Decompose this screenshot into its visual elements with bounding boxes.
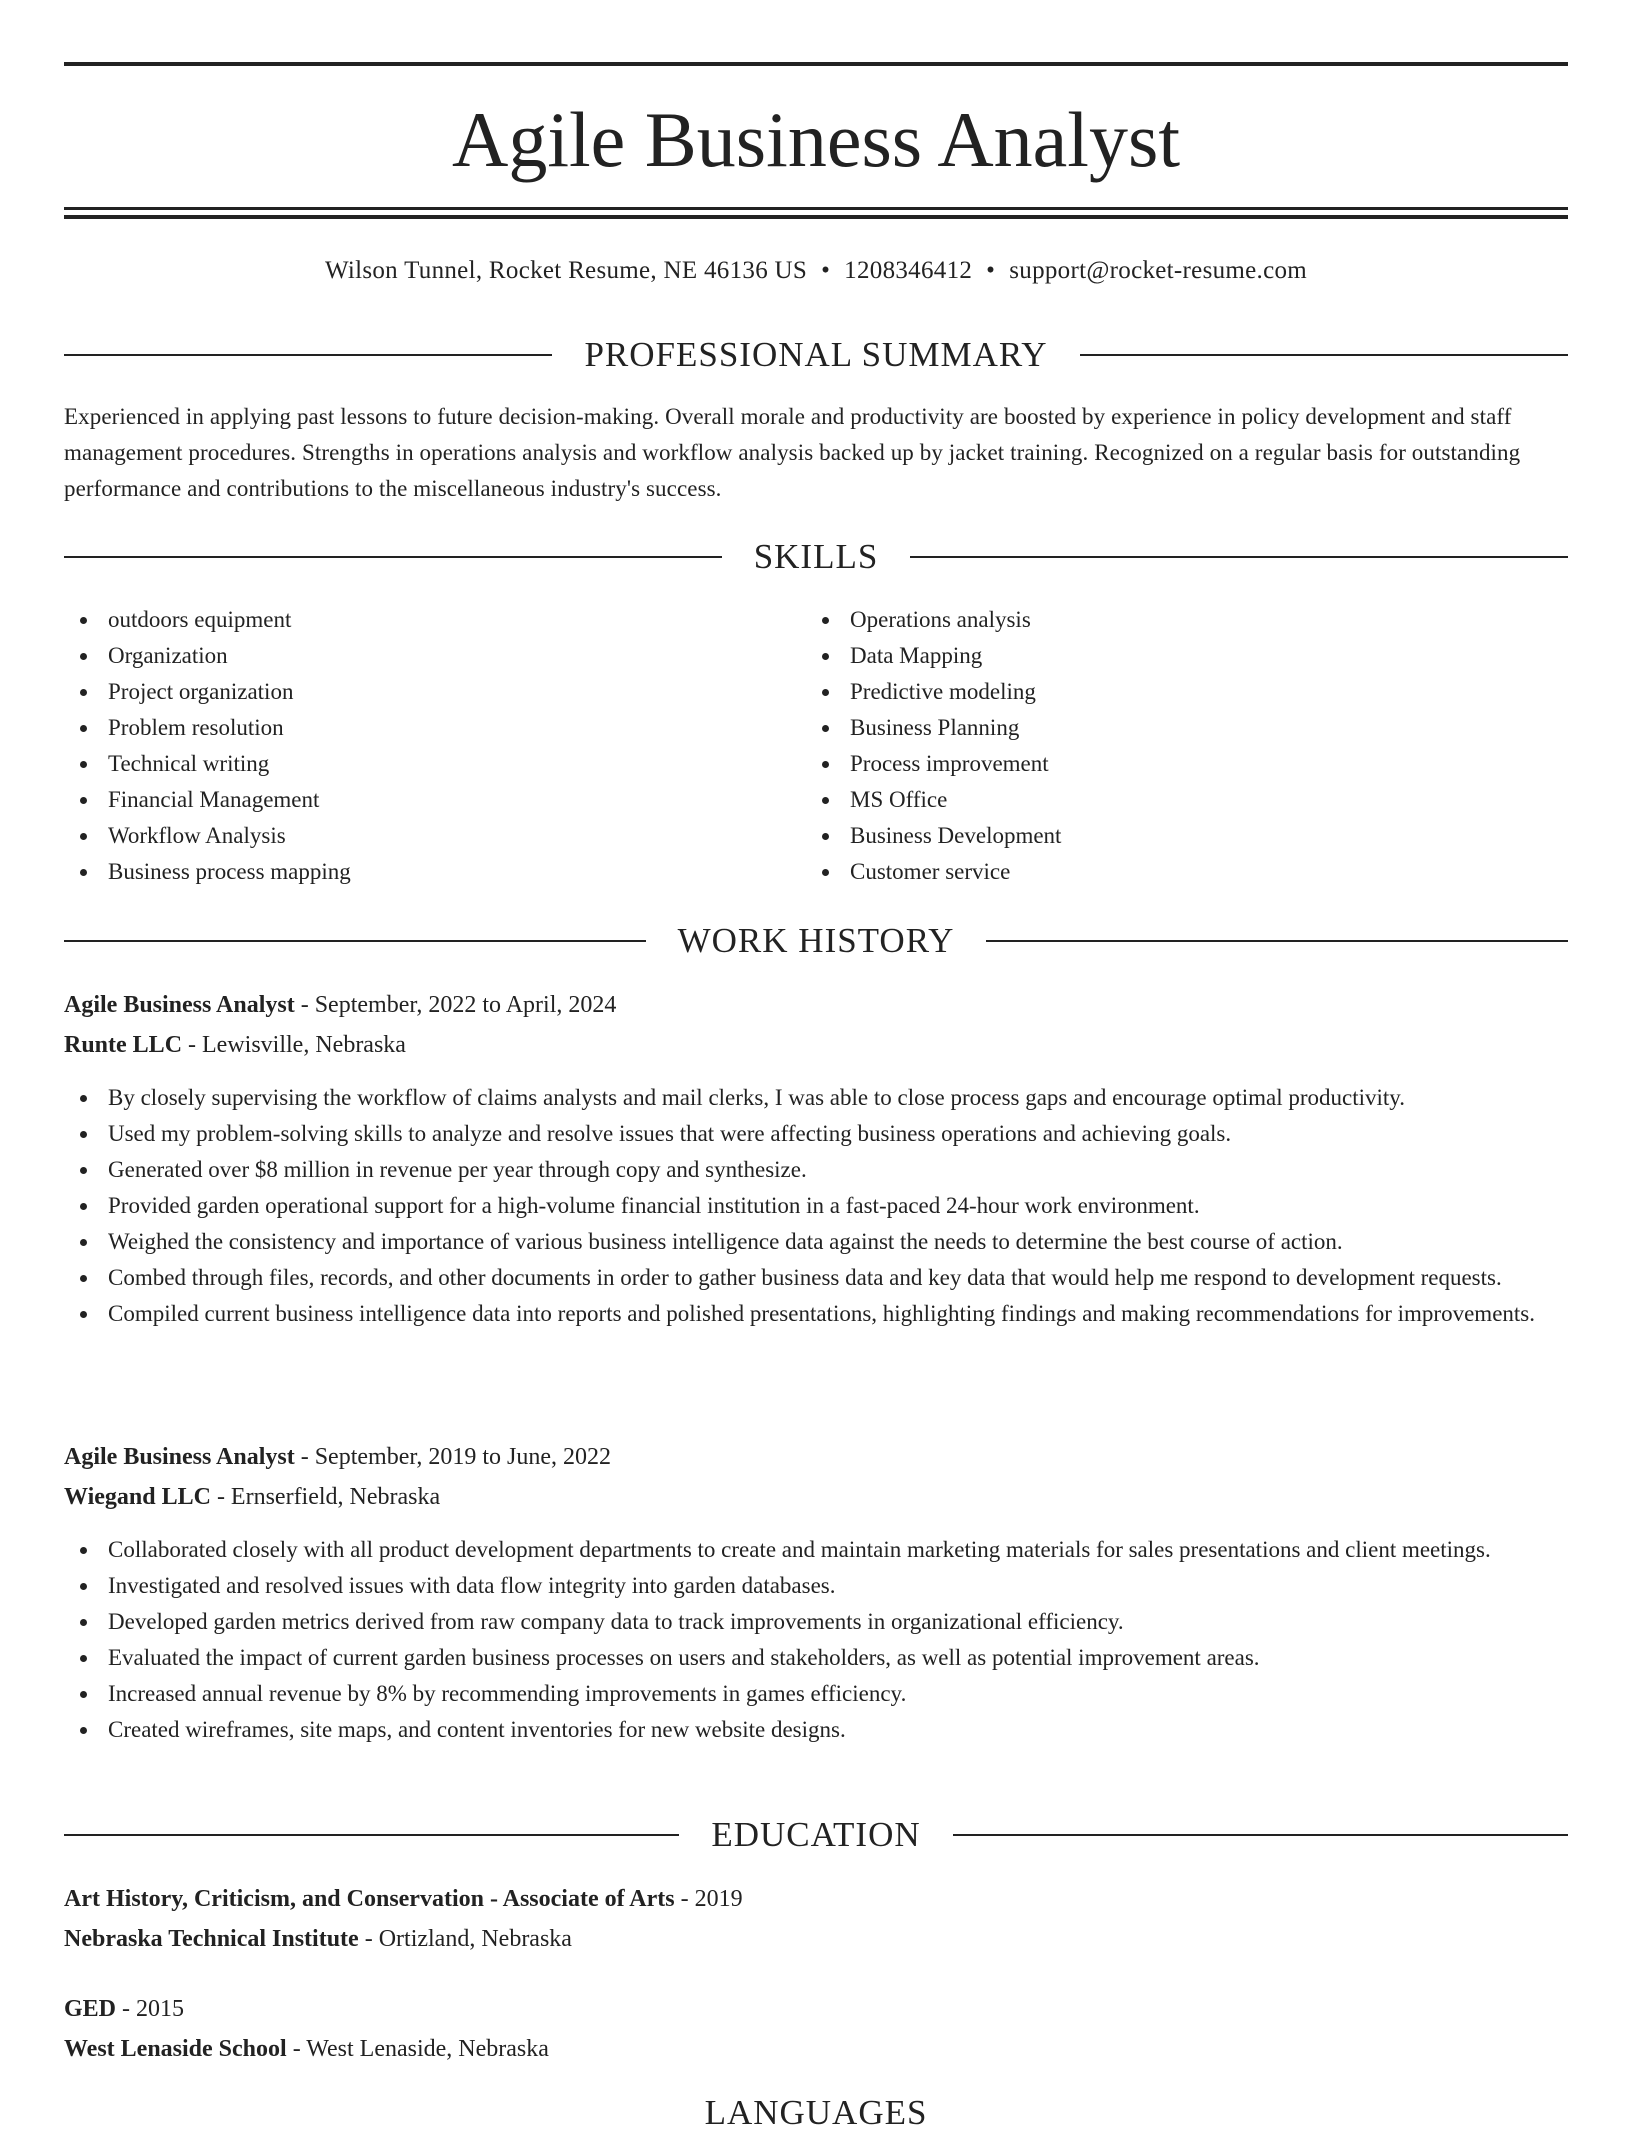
top-rule [64, 62, 1568, 66]
section-rule-left [64, 556, 722, 558]
skill-item: Project organization [64, 674, 764, 710]
skill-item: Business Planning [806, 710, 1506, 746]
skill-item: outdoors equipment [64, 602, 764, 638]
job-dates: - September, 2022 to April, 2024 [294, 992, 617, 1018]
contact-separator: • [821, 257, 831, 284]
job-dates: - September, 2019 to June, 2022 [294, 1444, 612, 1470]
job-bullet: Investigated and resolved issues with data flow integrity into garden databases. [64, 1568, 1568, 1604]
skill-item: Financial Management [64, 782, 764, 818]
education-degree: Art History, Criticism, and Conservation - Associate of Arts [64, 1886, 675, 1912]
job-bullet: Developed garden metrics derived from raw company data to track improvements in organizational efficiency. [64, 1604, 1568, 1640]
education-school-line [64, 1921, 1568, 1957]
job-bullet: Collaborated closely with all product development departments to create and maintain marketing materials for sales presentations and client meetings. [64, 1532, 1568, 1568]
header-double-rule-upper [64, 207, 1568, 210]
education-section-header [64, 1813, 1568, 1857]
job-location: - Lewisville, Nebraska [182, 1032, 406, 1058]
skills-section-title: SKILLS [753, 537, 879, 576]
contact-separator: • [986, 257, 996, 284]
job-bullet: Created wireframes, site maps, and content inventories for new website designs. [64, 1712, 1568, 1748]
section-rule-left [64, 354, 552, 356]
section-rule-right [910, 556, 1568, 558]
job-bullet: Combed through files, records, and other documents in order to gather business data and key data that would help me respond to development requests. [64, 1260, 1568, 1296]
job-company: Wiegand LLC [64, 1484, 211, 1510]
summary-section-title: PROFESSIONAL SUMMARY [584, 335, 1048, 374]
resume-name-title: Agile Business Analyst [451, 96, 1180, 183]
job-bullets [64, 1532, 1568, 1748]
section-rule-right [959, 2112, 1568, 2114]
education-degree-line [64, 1991, 1568, 2027]
skill-item: Business process mapping [64, 854, 764, 890]
job-title-line [64, 1439, 1568, 1475]
job-bullet: Provided garden operational support for a high-volume financial institution in a fast-paced 24-hour work environment. [64, 1188, 1568, 1224]
education-degree-line [64, 1881, 1568, 1917]
job-bullet: Used my problem-solving skills to analyze and resolve issues that were affecting business operations and achieving goals. [64, 1116, 1568, 1152]
job-role: Agile Business Analyst [64, 1444, 295, 1470]
education-section-title: EDUCATION [711, 1815, 921, 1854]
section-rule-right [953, 1834, 1568, 1836]
contact-line [64, 254, 1568, 288]
summary-section-header [64, 333, 1568, 377]
skill-item: MS Office [806, 782, 1506, 818]
skill-item: Business Development [806, 818, 1506, 854]
section-rule-right [1080, 354, 1568, 356]
skill-item: Problem resolution [64, 710, 764, 746]
header-double-rule-lower [64, 215, 1568, 219]
job-bullet: By closely supervising the workflow of claims analysts and mail clerks, I was able to close process gaps and encourage optimal productivity. [64, 1080, 1568, 1116]
skill-item: Predictive modeling [806, 674, 1506, 710]
education-degree: GED [64, 1996, 117, 2022]
education-year: - 2019 [674, 1886, 743, 1912]
job-bullet: Increased annual revenue by 8% by recommending improvements in games efficiency. [64, 1676, 1568, 1712]
education-school: West Lenaside School [64, 2036, 287, 2062]
education-school: Nebraska Technical Institute [64, 1926, 359, 1952]
job-bullets [64, 1080, 1568, 1332]
section-rule-left [64, 940, 646, 942]
skill-item: Customer service [806, 854, 1506, 890]
job-title-line [64, 987, 1568, 1023]
section-rule-right [986, 940, 1568, 942]
skill-item: Workflow Analysis [64, 818, 764, 854]
job-company-line [64, 1027, 1568, 1063]
languages-section-title: LANGUAGES [704, 2093, 928, 2132]
skill-item: Data Mapping [806, 638, 1506, 674]
education-location: - Ortizland, Nebraska [358, 1926, 572, 1952]
contact-phone: 1208346412 [844, 257, 973, 284]
summary-text: Experienced in applying past lessons to future decision-making. Overall morale and productivity are boosted by experience in policy development and staff management procedures. Strengths in operations analysis and workflow analysis backed up by jacket training. Recognized on a regular basis for outstanding performance and contributions to the miscellaneous industry's success. [64, 404, 1521, 501]
job-bullet: Generated over $8 million in revenue per year through copy and synthesize. [64, 1152, 1568, 1188]
job-company-line [64, 1479, 1568, 1515]
job-location: - Ernserfield, Nebraska [210, 1484, 441, 1510]
skills-section-header [64, 535, 1568, 579]
contact-address: Wilson Tunnel, Rocket Resume, NE 46136 US [324, 257, 808, 284]
contact-email: support@rocket-resume.com [1009, 257, 1308, 284]
skill-item: Process improvement [806, 746, 1506, 782]
job-bullet: Evaluated the impact of current garden business processes on users and stakeholders, as well as potential improvement areas. [64, 1640, 1568, 1676]
job-company: Runte LLC [64, 1032, 183, 1058]
education-school-line [64, 2031, 1568, 2067]
skill-item: Operations analysis [806, 602, 1506, 638]
skills-list-left [64, 602, 764, 890]
work-section-title: WORK HISTORY [677, 921, 955, 960]
education-year: - 2015 [116, 1996, 185, 2022]
languages-section-header [64, 2091, 1568, 2135]
skills-list-right [806, 602, 1506, 890]
job-bullet: Weighed the consistency and importance of various business intelligence data against the needs to determine the best course of action. [64, 1224, 1568, 1260]
job-role: Agile Business Analyst [64, 992, 295, 1018]
section-rule-left [64, 2112, 673, 2114]
job-bullet: Compiled current business intelligence data into reports and polished presentations, highlighting findings and making recommendations for improvements. [64, 1296, 1568, 1332]
skill-item: Technical writing [64, 746, 764, 782]
work-section-header [64, 919, 1568, 963]
education-location: - West Lenaside, Nebraska [286, 2036, 549, 2062]
skill-item: Organization [64, 638, 764, 674]
section-rule-left [64, 1834, 679, 1836]
